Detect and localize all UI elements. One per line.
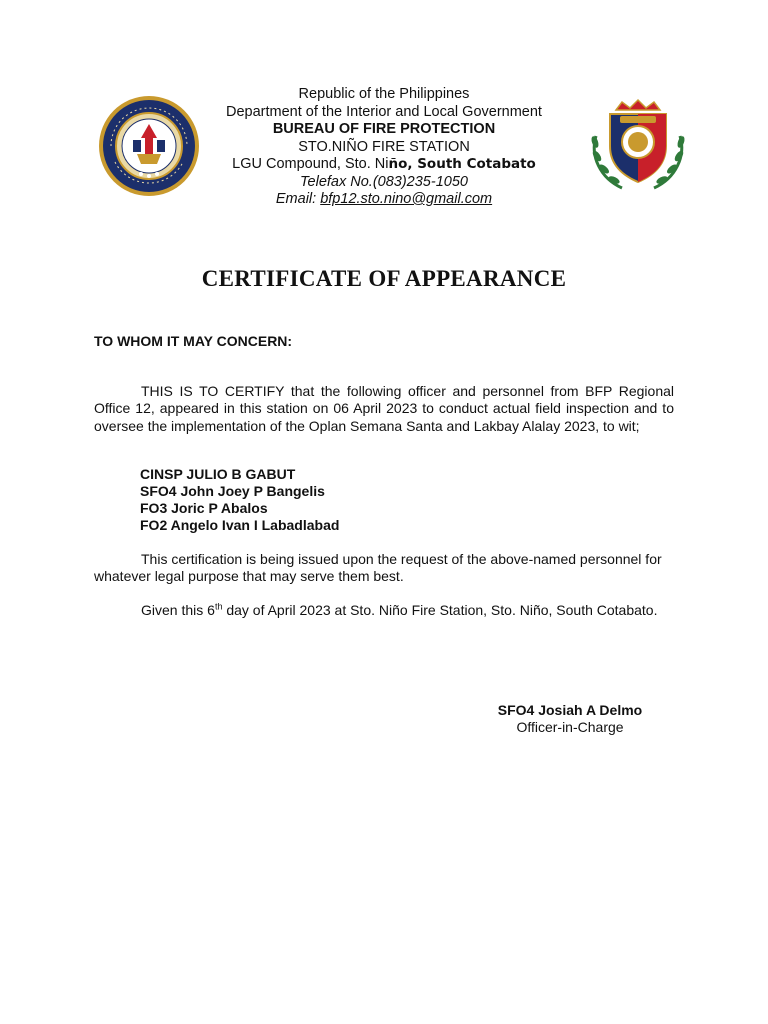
letterhead-telefax: Telefax No.(083)235-1050 — [300, 173, 468, 190]
signatory-position: Officer-in-Charge — [516, 719, 624, 735]
purpose-paragraph: This certification is being issued upon the request of the above-named personnel for whatever legal purpose that may serve them best. — [94, 551, 662, 585]
letterhead — [0, 86, 768, 209]
letterhead-address-prefix: LGU Compound, Sto. Ni — [232, 156, 389, 172]
salutation: TO WHOM IT MAY CONCERN: — [94, 333, 293, 349]
given-date-text-b: day of April 2023 at Sto. Niño Fire Station, Sto. Niño, South Cotabato. — [222, 602, 658, 618]
signatory-name: SFO4 Josiah A Delmo — [497, 702, 643, 718]
certification-paragraph: THIS IS TO CERTIFY that the following officer and personnel from BFP Regional Office 12, appeared in this station on 06 April 2023 to conduct actual field inspection and to oversee the implementation of the Oplan Semana Santa and Lakbay Alalay 2023, to wit; — [94, 383, 674, 434]
letterhead-department: Department of the Interior and Local Government — [226, 103, 542, 120]
given-date-paragraph — [94, 602, 674, 619]
letterhead-address — [0, 156, 768, 174]
ordinal-suffix: th — [214, 601, 223, 612]
given-date-text-a: Given this 6 — [141, 602, 215, 618]
personnel-item: FO2 Angelo Ivan I Labadlabad — [140, 517, 340, 533]
personnel-item: SFO4 John Joey P Bangelis — [140, 483, 325, 499]
signatory-block — [470, 702, 670, 736]
letterhead-email-line — [0, 191, 768, 209]
personnel-list — [140, 466, 339, 534]
personnel-item: FO3 Joric P Abalos — [140, 500, 268, 516]
email-link[interactable]: bfp12.sto.nino@gmail.com — [320, 191, 493, 207]
email-label: Email: — [275, 191, 317, 207]
letterhead-address-bold: ño, South Cotabato — [388, 156, 536, 172]
letterhead-republic: Republic of the Philippines — [298, 86, 470, 102]
letterhead-bureau: BUREAU OF FIRE PROTECTION — [272, 121, 496, 137]
personnel-item: CINSP JULIO B GABUT — [140, 466, 296, 482]
letterhead-station: STO.NIÑO FIRE STATION — [298, 138, 470, 155]
document-title: CERTIFICATE OF APPEARANCE — [201, 266, 567, 291]
